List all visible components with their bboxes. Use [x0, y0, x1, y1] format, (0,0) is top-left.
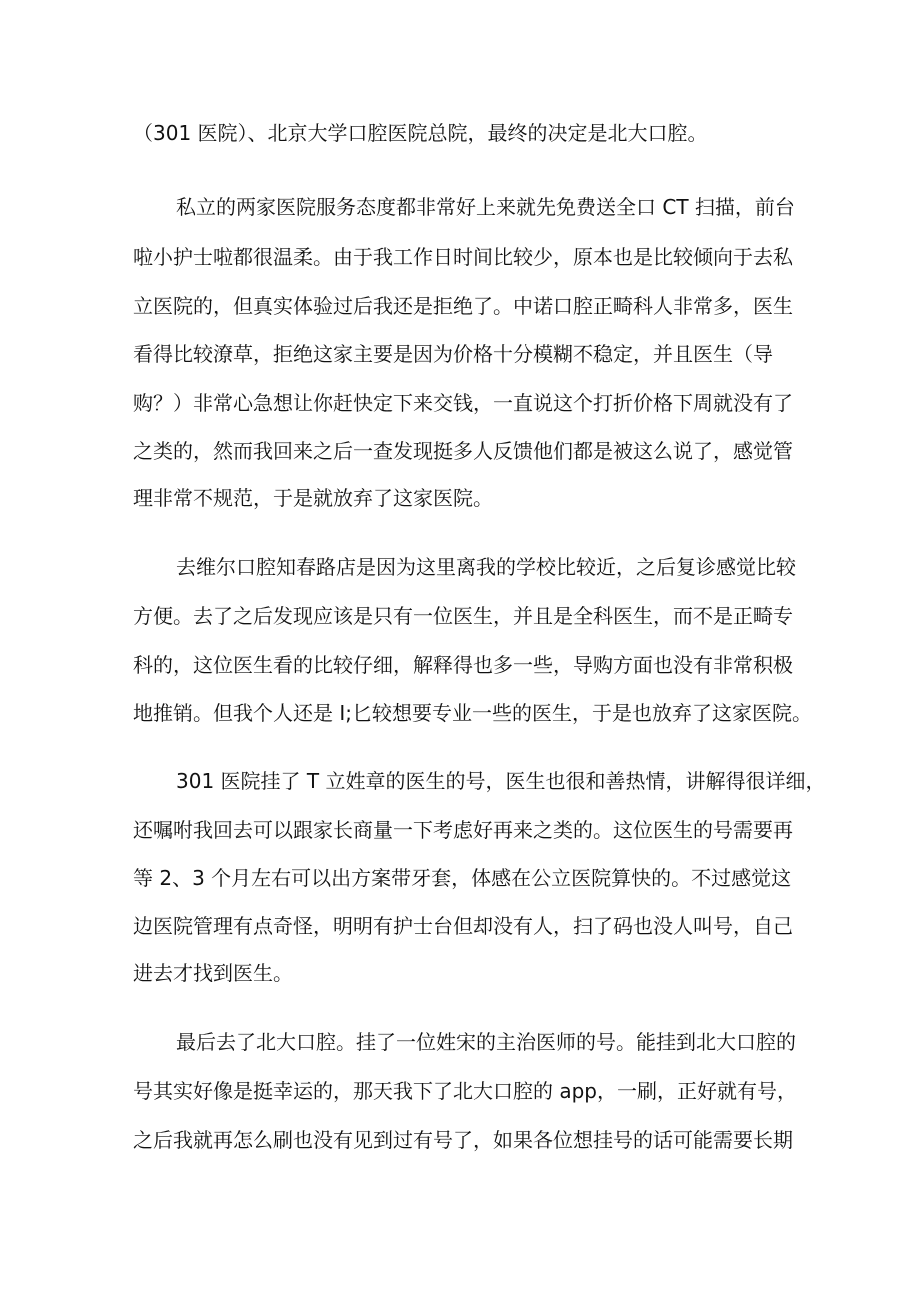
paragraph-3-line-4: 地推销。但我个人还是 I;匕较想要专业一些的医生，于是也放弃了这家医院。	[133, 701, 812, 725]
paragraph-1-line-1: （301 医院）、北京大学口腔医院总院，最终的决定是北大口腔。	[133, 121, 708, 145]
paragraph-3-line-3: 科的，这位医生看的比较仔细，解释得也多一些，导购方面也没有非常积极	[133, 653, 793, 677]
paragraph-2-line-5: 购？）非常心急想让你赶快定下来交钱，一直说这个打折价格下周就没有了	[133, 391, 793, 415]
paragraph-3-line-2: 方便。去了之后发现应该是只有一位医生，并且是全科医生，而不是正畸专	[133, 604, 793, 628]
paragraph-2-line-2: 啦小护士啦都很温柔。由于我工作日时间比较少，原本也是比较倾向于去私	[133, 245, 793, 269]
paragraph-4-line-3: 等 2、3 个月左右可以出方案带牙套，体感在公立医院算快的。不过感觉这	[133, 866, 792, 890]
paragraph-4-line-2: 还嘱咐我回去可以跟家长商量一下考虑好再来之类的。这位医生的号需要再	[133, 818, 793, 842]
paragraph-4-line-5: 进去才找到医生。	[133, 961, 293, 985]
paragraph-4-line-1: 301 医院挂了 T 立姓章的医生的号，医生也很和善热情，讲解得很详细，	[176, 769, 826, 793]
paragraph-4-line-4: 边医院管理有点奇怪，明明有护士台但却没有人，扫了码也没人叫号，自己	[133, 914, 793, 938]
paragraph-2-line-1: 私立的两家医院服务态度都非常好上来就先免费送全口 CT 扫描，前台	[176, 195, 795, 219]
paragraph-2-line-4: 看得比较潦草，拒绝这家主要是因为价格十分模糊不稳定，并且医生（导	[133, 342, 773, 366]
paragraph-3-line-1: 去维尔口腔知春路店是因为这里离我的学校比较近，之后复诊感觉比较	[176, 555, 796, 579]
paragraph-5-line-1: 最后去了北大口腔。挂了一位姓宋的主治医师的号。能挂到北大口腔的	[176, 1030, 796, 1054]
paragraph-2-line-7: 理非常不规范，于是就放弃了这家医院。	[133, 486, 493, 510]
paragraph-5-line-3: 之后我就再怎么刷也没有见到过有号了，如果各位想挂号的话可能需要长期	[133, 1128, 793, 1152]
paragraph-2-line-3: 立医院的，但真实体验过后我还是拒绝了。中诺口腔正畸科人非常多，医生	[133, 294, 793, 318]
paragraph-5-line-2: 号其实好像是挺幸运的，那天我下了北大口腔的 app，一刷，正好就有号，	[133, 1079, 798, 1103]
paragraph-2-line-6: 之类的，然而我回来之后一查发现挺多人反馈他们都是被这么说了，感觉管	[133, 439, 793, 463]
